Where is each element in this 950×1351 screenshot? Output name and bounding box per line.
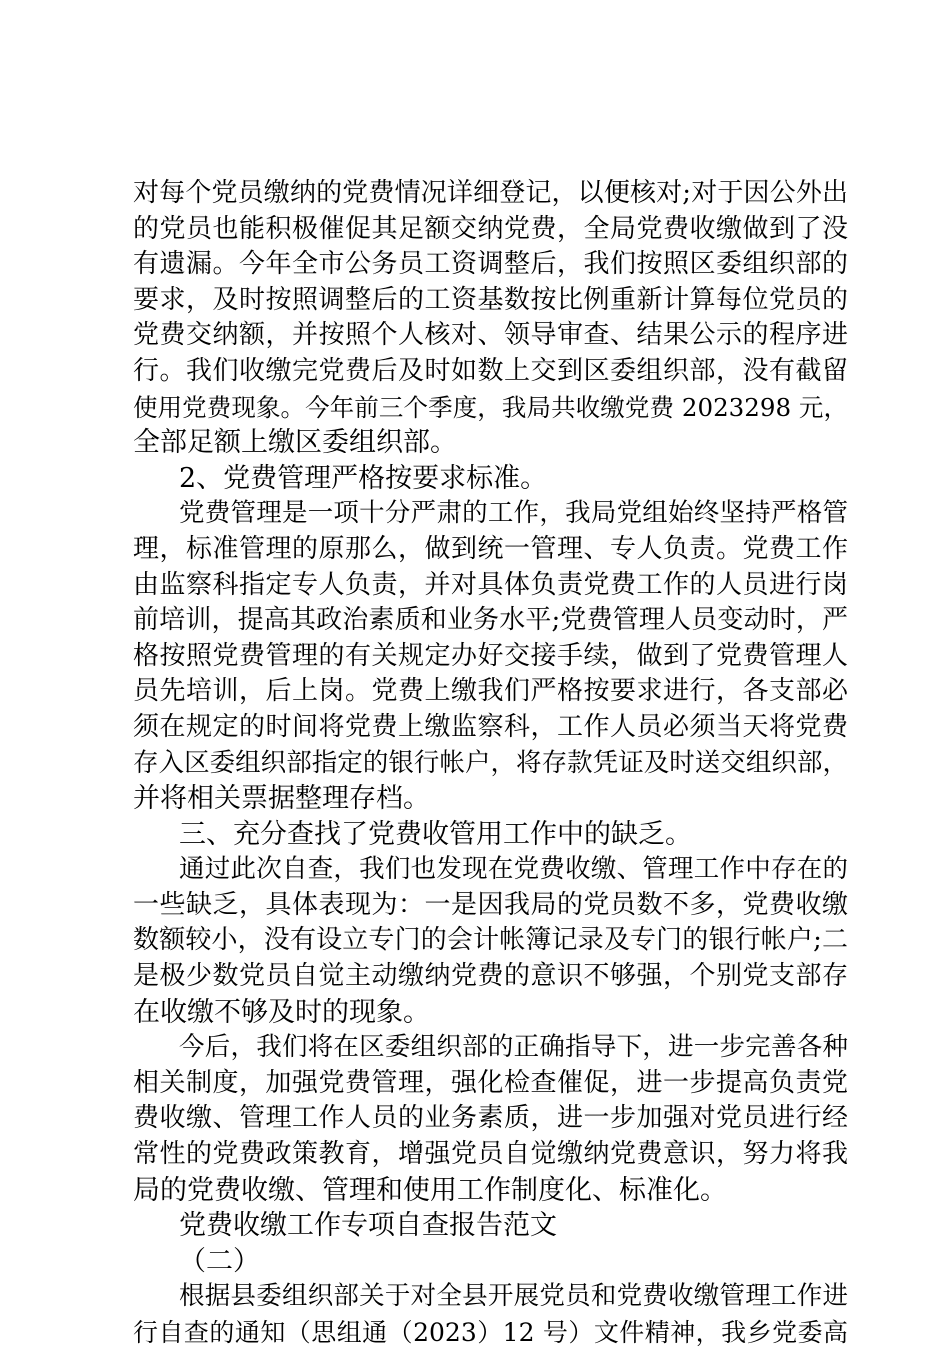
text-line: 常性的党费政策教育，增强党员自觉缴纳党费意识，努力将我: [133, 1139, 848, 1170]
text-line: 三、充分查找了党费收管用工作中的缺乏。: [179, 818, 692, 850]
text-line: 存入区委组织部指定的银行帐户，将存款凭证及时送交组织部，: [133, 747, 848, 778]
text-line: 须在规定的时间将党费上缴监察科，工作人员必须当天将党费: [133, 711, 848, 742]
text-line: 行自查的通知（思组通（2023）12 号）文件精神，我乡党委高: [133, 1318, 848, 1347]
text-line: 的党员也能积极催促其足额交纳党费，全局党费收缴做到了没: [133, 213, 848, 244]
text-line: 对每个党员缴纳的党费情况详细登记，以便核对;对于因公外出: [133, 178, 848, 208]
text-line: 2、党费管理严格按要求标准。: [179, 462, 548, 494]
text-line: 全部足额上缴区委组织部。: [133, 427, 457, 459]
text-line: 要求，及时按照调整后的工资基数按比例重新计算每位党员的: [133, 284, 848, 315]
text-line: 一些缺乏，具体表现为：一是因我局的党员数不多，党费收缴: [133, 889, 848, 920]
text-line: 根据县委组织部关于对全县开展党员和党费收缴管理工作进: [179, 1281, 848, 1312]
text-line: 理，标准管理的原那么，做到统一管理、专人负责。党费工作: [133, 533, 848, 564]
text-line: 格按照党费管理的有关规定办好交接手续，做到了党费管理人: [133, 640, 848, 671]
text-line: 使用党费现象。今年前三个季度，我局共收缴党费 2023298 元，: [133, 392, 848, 422]
document-body: [133, 176, 848, 1351]
text-line: 数额较小，没有设立专门的会计帐簿记录及专门的银行帐户;二: [133, 925, 848, 956]
text-line: 今后，我们将在区委组织部的正确指导下，进一步完善各种: [179, 1032, 848, 1063]
text-line: 有遗漏。今年全市公务员工资调整后，我们按照区委组织部的: [133, 249, 848, 280]
text-line: 员先培训，后上岗。党费上缴我们严格按要求进行，各支部必: [133, 676, 848, 707]
text-line: 费收缴、管理工作人员的业务素质，进一步加强对党员进行经: [133, 1103, 848, 1134]
text-line: 党费交纳额，并按照个人核对、领导审查、结果公示的程序进: [133, 320, 848, 351]
text-line: 局的党费收缴、管理和使用工作制度化、标准化。: [133, 1174, 727, 1206]
text-line: 由监察科指定专人负责，并对具体负责党费工作的人员进行岗: [133, 569, 848, 600]
text-line: 通过此次自查，我们也发现在党费收缴、管理工作中存在的: [179, 854, 848, 885]
text-line: 是极少数党员自觉主动缴纳党费的意识不够强，个别党支部存: [133, 961, 848, 992]
text-line: 党费管理是一项十分严肃的工作，我局党组始终坚持严格管: [179, 498, 848, 529]
text-line: 行。我们收缴完党费后及时如数上交到区委组织部，没有截留: [133, 355, 848, 386]
text-line: 前培训，提高其政治素质和业务水平;党费管理人员变动时，严: [133, 605, 848, 636]
text-line: 在收缴不够及时的现象。: [133, 996, 430, 1028]
text-line: 相关制度，加强党费管理，强化检查催促，进一步提高负责党: [133, 1067, 848, 1098]
text-line: 并将相关票据整理存档。: [133, 783, 430, 815]
text-line: 党费收缴工作专项自查报告范文: [179, 1210, 557, 1242]
text-line: （二）: [179, 1245, 260, 1277]
